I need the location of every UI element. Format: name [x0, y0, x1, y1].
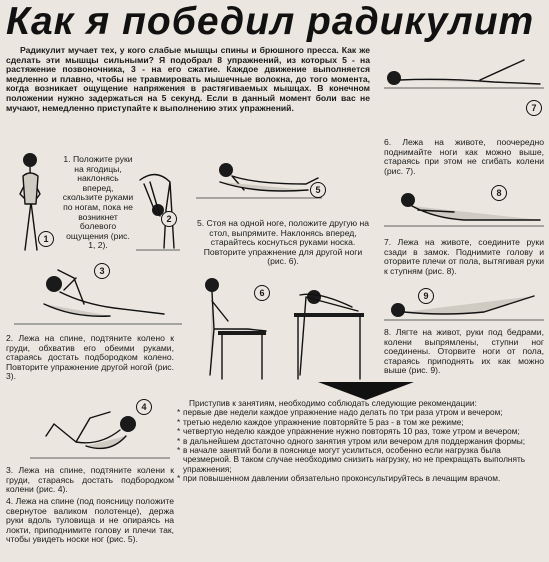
recommendations-list: [177, 408, 545, 483]
exercise-5-text: 5. Стоя на одной ноге, положите другую на стол, выпрямите. Наклонясь вперед, старайтесь коснуться руками носка. Повторите упражнение для другой ноги (рис. 6).: [196, 218, 370, 267]
figure-9-number: 9: [418, 288, 434, 304]
figure-4-number: 4: [136, 399, 152, 415]
exercise-7-text: 7. Лежа на животе, соедините руки сзади в замок. Поднимите голову и оторвите плечи от пола, вытягивая руки к ступням (рис. 8).: [384, 237, 545, 276]
exercise-1-text: 1. Положите руки на ягодицы, наклонясь вперед, скользите руками по ногам, пока не возникнет болевого ощущения (рис. 1, 2).: [62, 154, 134, 251]
list-item: * в начале занятий боли в пояснице могут усилиться, особенно если нагрузка была чрезмерной. В таком случае необходимо снизить нагрузку, но не прекращать выполнять упражнения;: [177, 446, 545, 474]
intro-text: Радикулит мучает тех, у кого слабые мышцы спины и брюшного пресса. Как же сделать эти мышцы сильными? Я подобрал 8 упражнений, из которых 5 - на растяжение позвоночника, 3 - на его сжатие. Каждое движение выполняется медленно и плавно, чтобы не травмировать мышечные волокна, до того момента, когда возникает ощущение напряжения в растягиваемых мышцах. В конечном положении нужно задержаться на 5 секунд. Если в данный момент боли вас не мучают, немедленно приступайте к выполнению этих упражнений.: [6, 45, 370, 113]
figure-3-number: 3: [94, 263, 110, 279]
list-item: * при повышенном давлении обязательно проконсультируйтесь в лечащим врачом.: [177, 474, 545, 483]
figure-6-illustration: [188, 275, 370, 385]
figure-9-illustration: [384, 288, 544, 326]
figure-7-number: 7: [526, 100, 542, 116]
exercise-2-text: 2. Лежа на спине, подтяните колено к груди, обхватив его обеими руками, стараясь достать подбородком колено. Повторите упражнение другой ногой (рис. 3).: [6, 333, 174, 382]
recommendations-heading: Приступив к занятиям, необходимо соблюдать следующие рекомендации:: [189, 398, 477, 408]
figure-8-illustration: [384, 186, 544, 234]
exercise-3-text: 3. Лежа на спине, подтяните колени к груди, стараясь достать подбородком колени (рис. 4).: [6, 465, 174, 495]
figure-5-number: 5: [310, 182, 326, 198]
exercise-6-text: 6. Лежа на животе, поочередно поднимайте ноги как можно выше, стараясь при этом не сгибать колени (рис. 7).: [384, 137, 544, 176]
list-item: * четвертую неделю каждое упражнение нужно повторять 10 раз, тоже утром и вечером;: [177, 427, 545, 436]
article-title: Как я победил радикулит: [6, 0, 535, 43]
figure-2-illustration: [136, 170, 180, 252]
figure-6-number: 6: [254, 285, 270, 301]
list-item: * третью неделю каждое упражнение повторяйте 5 раз - в том же режиме;: [177, 418, 545, 427]
exercise-8-text: 8. Лягте на живот, руки под бедрами, колени выпрямлены, ступни ног соединены. Оторвите ноги от пола, стараясь приподнять их как можно выше (рис. 9).: [384, 327, 544, 376]
recommendations-block: [177, 399, 545, 484]
figure-1-number: 1: [38, 231, 54, 247]
figure-5-illustration: [196, 158, 322, 208]
list-item: * первые две недели каждое упражнение надо делать по три раза утром и вечером;: [177, 408, 545, 417]
figure-7-illustration: [384, 56, 544, 94]
exercise-4-text: 4. Лежа на спине (под поясницу положите свернутое валиком полотенце), держа руки вдоль туловища и не опираясь на локти, приподнимите голову и плечи так, чтобы увидеть носки ног (рис. 5).: [6, 496, 174, 545]
figure-8-number: 8: [491, 185, 507, 201]
figure-2-number: 2: [161, 211, 177, 227]
list-item: * в дальнейшем достаточно одного занятия утром или вечером для поддержания формы;: [177, 437, 545, 446]
